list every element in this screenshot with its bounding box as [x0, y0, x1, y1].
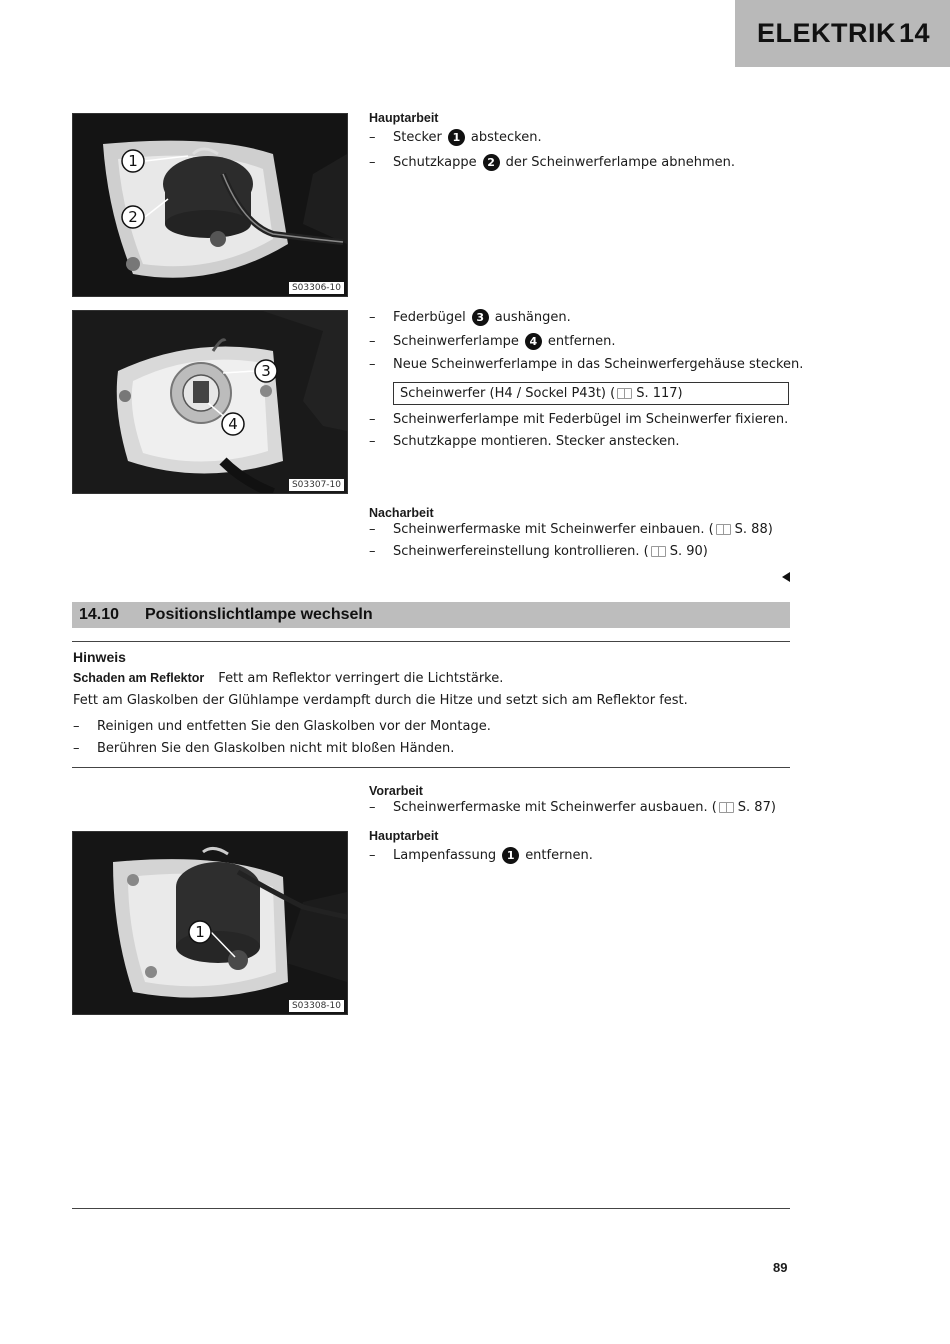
step-lamp-socket	[369, 847, 593, 864]
step-text: Scheinwerferlampe	[393, 334, 519, 349]
section-header	[72, 602, 790, 628]
step-check-adjust	[369, 544, 708, 559]
book-icon	[651, 546, 666, 557]
dash: –	[369, 357, 376, 372]
book-icon	[719, 802, 734, 813]
nacharbeit-heading: Nacharbeit	[369, 506, 434, 520]
bullet-text: Berühren Sie den Glaskolben nicht mit bloßen Händen.	[97, 741, 455, 756]
step-text: aushängen.	[494, 310, 571, 325]
step-text: Scheinwerfermaske mit Scheinwerfer ausbauen. (	[393, 800, 717, 815]
page-reference[interactable]: S. 87)	[737, 800, 776, 815]
book-icon	[617, 388, 632, 399]
callout-3: 3	[261, 362, 271, 380]
book-icon	[716, 524, 731, 535]
step-install-mask	[369, 522, 773, 537]
divider	[72, 641, 790, 642]
footer-divider	[72, 1208, 790, 1209]
number-badge: 4	[525, 333, 542, 350]
figure-headlight-plug	[72, 113, 348, 297]
callout-1: 1	[195, 923, 205, 941]
callout-2: 2	[128, 208, 138, 226]
section-number: 14.10	[79, 606, 120, 623]
hint-title: Hinweis	[73, 649, 126, 665]
bullet-text: Reinigen und entfetten Sie den Glaskolben vor der Montage.	[97, 719, 491, 734]
step-text: Federbügel	[393, 310, 466, 325]
dash: –	[73, 719, 80, 734]
step-text: Scheinwerferlampe mit Federbügel im Scheinwerfer fixieren.	[393, 412, 789, 427]
hint-text: Fett am Reflektor verringert die Lichtstärke.	[218, 671, 504, 686]
step-text: Schutzkappe montieren. Stecker anstecken.	[393, 434, 680, 449]
dash: –	[369, 412, 376, 427]
number-badge: 2	[483, 154, 500, 171]
callout-4: 4	[228, 415, 238, 433]
headlight-photo-3	[73, 832, 347, 1014]
hint-line-2: Fett am Glaskolben der Glühlampe verdampft durch die Hitze und setzt sich am Reflektor fest.	[73, 693, 688, 708]
hint-label: Schaden am Reflektor	[73, 671, 205, 685]
spec-text: Scheinwerfer (H4 / Sockel P43t) (	[400, 386, 616, 401]
dash: –	[369, 130, 376, 145]
step-spring	[369, 309, 571, 326]
chapter-number: 14	[898, 18, 930, 48]
dash: –	[73, 741, 80, 756]
headlight-photo-1	[73, 114, 347, 296]
dash: –	[369, 434, 376, 449]
page-reference[interactable]: S. 88)	[734, 522, 773, 537]
step-text: Lampenfassung	[393, 848, 497, 863]
dash: –	[369, 848, 376, 863]
step-text: Stecker	[393, 130, 442, 145]
step-mount-cap	[369, 434, 680, 449]
dash: –	[369, 310, 376, 325]
end-of-section-icon	[782, 572, 790, 582]
step-text: Schutzkappe	[393, 155, 477, 170]
hauptarbeit-heading: Hauptarbeit	[369, 111, 439, 125]
page-reference[interactable]: S. 117)	[636, 386, 683, 401]
figure-headlight-bulb	[72, 310, 348, 494]
figure-position-lamp	[72, 831, 348, 1015]
step-text: entfernen.	[525, 848, 593, 863]
number-badge: 1	[502, 847, 519, 864]
dash: –	[369, 155, 376, 170]
number-badge: 3	[472, 309, 489, 326]
hint-line-1	[73, 671, 503, 686]
spec-box	[393, 382, 789, 405]
step-remove-bulb	[369, 333, 616, 350]
page-number: 89	[773, 1260, 788, 1275]
step-plug	[369, 129, 542, 146]
step-text: abstecken.	[470, 130, 542, 145]
dash: –	[369, 800, 376, 815]
hauptarbeit-heading: Hauptarbeit	[369, 829, 439, 843]
dash: –	[369, 522, 376, 537]
divider	[72, 767, 790, 768]
figure-code: S03306-10	[289, 282, 344, 294]
step-cap	[369, 154, 735, 171]
hint-bullet-2	[73, 741, 454, 756]
step-text: Scheinwerfermaske mit Scheinwerfer einbauen. (	[393, 522, 714, 537]
hint-bullet-1	[73, 719, 491, 734]
headlight-photo-2	[73, 311, 347, 493]
step-text: der Scheinwerferlampe abnehmen.	[505, 155, 736, 170]
dash: –	[369, 334, 376, 349]
dash: –	[369, 544, 376, 559]
page-reference[interactable]: S. 90)	[669, 544, 708, 559]
vorarbeit-heading: Vorarbeit	[369, 784, 423, 798]
step-new-bulb	[369, 357, 803, 372]
chapter-title: ELEKTRIK	[757, 18, 896, 48]
section-title: Positionslichtlampe wechseln	[145, 606, 373, 623]
number-badge: 1	[448, 129, 465, 146]
step-text: entfernen.	[547, 334, 616, 349]
step-remove-mask	[369, 800, 776, 815]
chapter-tab	[735, 0, 950, 67]
step-text: Scheinwerfereinstellung kontrollieren. (	[393, 544, 649, 559]
callout-1: 1	[128, 152, 138, 170]
figure-code: S03307-10	[289, 479, 344, 491]
figure-code: S03308-10	[289, 1000, 344, 1012]
step-fix-bulb	[369, 412, 788, 427]
step-text: Neue Scheinwerferlampe in das Scheinwerfergehäuse stecken.	[393, 357, 804, 372]
